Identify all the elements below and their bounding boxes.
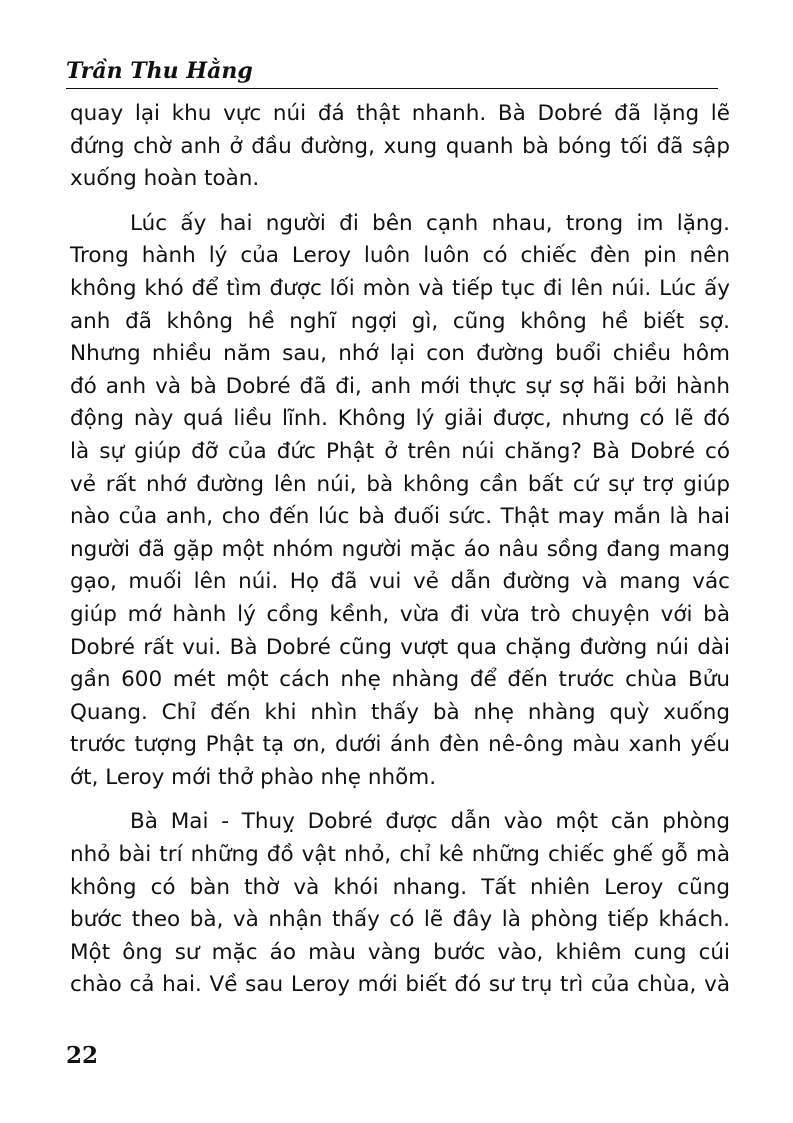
- text-line: người đã gặp một nhóm người mặc áo nâu sồng đang mang: [70, 536, 730, 562]
- text-line: bước theo bà, và nhận thấy có lẽ đây là phòng tiếp khách.: [70, 907, 730, 933]
- text-line: là sự giúp đỡ của đức Phật ở trên núi chăng? Bà Dobré có: [70, 438, 730, 464]
- text-line: vẻ rất nhớ đường lên núi, bà không cần bất cứ sự trợ giúp: [70, 471, 730, 497]
- text-line: đó anh và bà Dobré đã đi, anh mới thực sự sợ hãi bởi hành: [70, 373, 730, 399]
- text-line: nhỏ bài trí những đồ vật nhỏ, chỉ kê những chiếc ghế gỗ mà: [70, 842, 730, 868]
- text-line: nào của anh, cho đến lúc bà đuối sức. Thật may mắn là hai: [70, 504, 730, 530]
- body-text: [70, 98, 730, 1002]
- text-line: giúp mớ hành lý cồng kềnh, vừa đi vừa trò chuyện với bà: [70, 601, 730, 627]
- text-line: gần 600 mét một cách nhẹ nhàng để đến trước chùa Bửu: [70, 667, 730, 693]
- text-line: Nhưng nhiều năm sau, nhớ lại con đường buổi chiều hôm: [70, 341, 730, 367]
- text-line: Một ông sư mặc áo màu vàng bước vào, khiêm cung cúi: [70, 939, 730, 965]
- text-line: không khó để tìm được lối mòn và tiếp tục đi lên núi. Lúc ấy: [70, 275, 730, 301]
- header-rule: [66, 88, 718, 89]
- text-line: đứng chờ anh ở đầu đường, xung quanh bà bóng tối đã sập: [70, 133, 730, 159]
- paragraph: [70, 98, 730, 196]
- page-number: 22: [66, 1042, 99, 1069]
- text-line: quay lại khu vực núi đá thật nhanh. Bà Dobré đã lặng lẽ: [70, 101, 730, 126]
- text-line: Dobré rất vui. Bà Dobré cũng vượt qua chặng đường núi dài: [70, 634, 730, 660]
- text-line: không có bàn thờ và khói nhang. Tất nhiên Leroy cũng: [70, 874, 730, 900]
- text-line: trước tượng Phật tạ ơn, dưới ánh đèn nê-ông màu xanh yếu: [70, 732, 730, 758]
- text-line: Lúc ấy hai người đi bên cạnh nhau, trong im lặng.: [130, 210, 730, 236]
- text-line: anh đã không hề nghĩ ngợi gì, cũng không hề biết sợ.: [70, 308, 730, 334]
- paragraph: [70, 208, 730, 795]
- text-line: Quang. Chỉ đến khi nhìn thấy bà nhẹ nhàng quỳ xuống: [70, 699, 730, 725]
- text-line: gạo, muối lên núi. Họ đã vui vẻ dẫn đường và mang vác: [70, 569, 730, 595]
- text-line: xuống hoàn toàn.: [70, 166, 260, 192]
- text-line: chào cả hai. Về sau Leroy mới biết đó sư trụ trì của chùa, và: [70, 972, 730, 998]
- text-line: Bà Mai - Thuỵ Dobré được dẫn vào một căn phòng: [130, 809, 730, 835]
- text-line: ớt, Leroy mới thở phào nhẹ nhõm.: [70, 764, 437, 790]
- text-line: Trong hành lý của Leroy luôn luôn có chiếc đèn pin nên: [70, 243, 730, 269]
- paragraph: [70, 806, 730, 1002]
- running-header-author: Trần Thu Hằng: [66, 58, 253, 84]
- text-line: động này quá liều lĩnh. Không lý giải được, nhưng có lẽ đó: [70, 406, 730, 432]
